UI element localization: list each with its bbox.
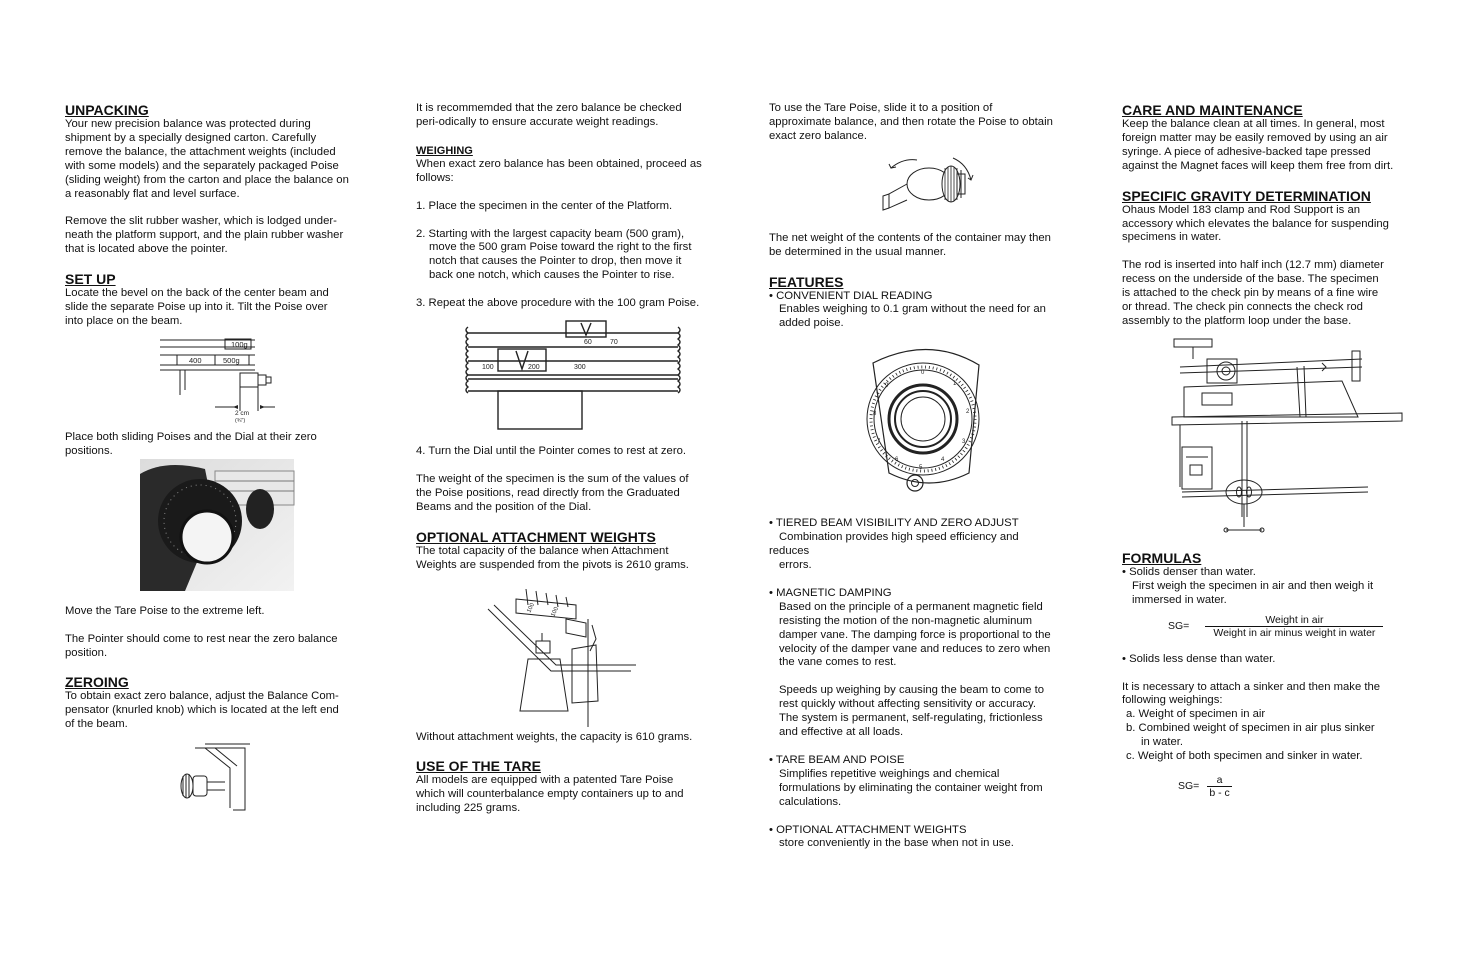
graduated-beams-figure [416, 319, 726, 431]
heading-zeroing: ZEROING [65, 674, 129, 691]
paragraph-sg-2 [1122, 259, 1422, 329]
text-line: into place on the beam. [65, 314, 183, 327]
text-line: against the Magnet faces will keep them free from dirt. [1122, 159, 1394, 172]
svg-text:100: 100 [550, 605, 561, 618]
label-500g: 500g [223, 355, 240, 365]
tick-200: 200 [528, 364, 540, 372]
text-line: Simplifies repetitive weighings and chemical [779, 767, 1000, 780]
text-line: position. [65, 646, 108, 659]
text-line: following weighings: [1122, 694, 1223, 707]
text-line: move the 500 gram Poise toward the right to the first [429, 241, 692, 254]
formula-denser-body [1122, 580, 1422, 608]
text-line: remove the balance, the attachment weights (included [65, 145, 336, 158]
text-line: b. Combined weight of specimen in air plus sinker [1126, 722, 1375, 735]
text-line: approximate balance, and then rotate the Poise to obtain [769, 115, 1053, 128]
text-line: a reasonably flat and level surface. [65, 187, 240, 200]
step-2 [416, 228, 726, 284]
text-line: slide the separate Poise up into it. Tilt the Poise over [65, 301, 328, 314]
text-line: exact zero balance. [769, 129, 867, 142]
text-line: Keep the balance clean at all times. In general, most [1122, 118, 1385, 130]
heading-care: CARE AND MAINTENANCE [1122, 102, 1303, 118]
text-line: • TIERED BEAM VISIBILITY AND ZERO ADJUST [769, 517, 1019, 530]
step-3: 3. Repeat the above procedure with the 100 gram Poise. [416, 297, 700, 310]
text-line: Locate the bevel on the back of the center beam and [65, 287, 329, 300]
text-line: shipment by a specially designed carton. Carefully [65, 131, 317, 144]
sg-label-2: SG= [1178, 780, 1200, 793]
tick-100: 100 [482, 364, 494, 372]
text-line: is attached to the check pin by means of a fine wire [1122, 287, 1379, 300]
text-line: Based on the principle of a permanent magnetic field [779, 600, 1043, 613]
text-line: recess on the underside of the base. The specimen [1122, 273, 1379, 286]
text-line: calculations. [779, 795, 842, 808]
text-line: including 225 grams. [416, 802, 521, 815]
attachment-weights-figure [416, 579, 726, 729]
list-item-b [1122, 722, 1422, 736]
paragraph-unpacking-1 [65, 118, 375, 201]
feature-magnetic-damping [769, 587, 1081, 601]
paragraph-zeroing-1 [65, 690, 375, 732]
svg-text:100: 100 [526, 601, 537, 614]
sg-label-1: SG= [1168, 620, 1190, 633]
heading-features: FEATURES [769, 273, 844, 290]
label-2cm: 2 cm [235, 409, 250, 417]
svg-text:2: 2 [966, 409, 970, 416]
dial-figure [769, 343, 1081, 503]
feature-magnetic-damping-body [769, 601, 1081, 671]
heading-unpacking: UNPACKING [65, 102, 149, 118]
heading-use-of-tare: USE OF THE TARE [416, 758, 541, 775]
text-line: back one notch, which causes the Pointer to rise. [429, 269, 675, 282]
feature-tiered-beam [769, 517, 1081, 531]
list-item-b-cont [1122, 736, 1422, 750]
paragraph-sinker [1122, 681, 1422, 709]
paragraph-intro [416, 102, 726, 130]
text-line: The weight of the specimen is the sum of the values of [416, 472, 689, 485]
text-line: rest quickly without affecting sensitivity or accuracy. [779, 698, 1037, 711]
paragraph-net-weight [769, 232, 1081, 260]
text-line: specimens in water. [1122, 231, 1222, 244]
text-line: To use the Tare Poise, slide it to a position of [769, 102, 993, 114]
paragraph-sg-1 [1122, 204, 1422, 246]
text-line: the vane comes to rest. [779, 656, 897, 669]
feature-tare-beam-body [769, 768, 1081, 810]
text-line: neath the platform support, and the plain rubber washer [65, 229, 344, 242]
text-line: Speeds up weighing by causing the beam to come to [779, 684, 1045, 697]
text-line: Enables weighing to 0.1 gram without the need for an [779, 303, 1046, 316]
text-line: resisting the motion of the non-magnetic aluminum [779, 614, 1033, 627]
text-line: • TARE BEAM AND POISE [769, 753, 905, 766]
beam-poise-figure [65, 335, 375, 425]
text-line: with some models) and the separately packaged Poise [65, 159, 339, 172]
formula-less-dense [1122, 653, 1422, 667]
balance-compensator-figure [65, 738, 375, 818]
paragraph-sum [416, 473, 726, 515]
feature-tiered-beam-body-3 [769, 559, 1081, 573]
text-line: c. Weight of both specimen and sinker in water. [1126, 750, 1363, 763]
text-line: syringe. A piece of adhesive-backed tape pressed [1122, 145, 1371, 158]
text-line: (sliding weight) from the carton and place the balance on [65, 173, 349, 186]
text-line: Place both sliding Poises and the Dial at their zero [65, 430, 317, 443]
label-400: 400 [189, 355, 202, 365]
formula-sg-1 [1168, 614, 1422, 639]
text-line: • CONVENIENT DIAL READING [769, 289, 933, 302]
text-line: peri-odically to ensure accurate weight readings. [416, 115, 659, 128]
specific-gravity-apparatus-figure [1122, 337, 1422, 542]
feature-tare-beam [769, 754, 1081, 768]
heading-formulas: FORMULAS [1122, 549, 1202, 566]
text-line: • Solids less dense than water. [1122, 652, 1276, 665]
text-line: which will counterbalance empty containers up to and [416, 788, 684, 801]
svg-text:3: 3 [962, 439, 966, 446]
text-line: positions. [65, 444, 113, 457]
step-1: 1. Place the specimen in the center of the Platform. [416, 199, 673, 212]
text-line: The system is permanent, self-regulating, frictionless [779, 712, 1043, 725]
fraction-1-denominator: Weight in air minus weight in water [1213, 626, 1376, 639]
text-line: and effective at all loads. [779, 726, 904, 739]
text-line: It is recommemded that the zero balance be checked [416, 102, 682, 114]
text-line: It is necessary to attach a sinker and then make the [1122, 680, 1381, 693]
text-line: notch that causes the Pointer to drop, then move it [429, 255, 682, 268]
text-line: foreign matter may be easily removed by using an air [1122, 131, 1388, 144]
text-line: added poise. [779, 317, 844, 330]
text-line: Your new precision balance was protected during [65, 118, 311, 130]
feature-dial-reading [769, 290, 1081, 304]
text-line: in water. [1141, 736, 1184, 749]
text-line: All models are equipped with a patented Tare Poise [416, 774, 674, 787]
paragraph-setup-3: Move the Tare Poise to the extreme left. [65, 604, 265, 617]
text-line: damper vane. The damping force is proportional to the [779, 628, 1051, 641]
text-line: The Pointer should come to rest near the zero balance [65, 632, 338, 645]
svg-text:7: 7 [877, 439, 881, 446]
column-2 [416, 102, 726, 816]
text-line: First weigh the specimen in air and then weigh it [1132, 579, 1374, 592]
feature-optional-weights-body [769, 837, 1081, 851]
text-line: Weights are suspended from the pivots is 2610 grams. [416, 558, 689, 571]
text-line: of the beam. [65, 718, 128, 731]
text-line: 2. Starting with the largest capacity beam (500 gram), [416, 227, 685, 240]
text-line: When exact zero balance has been obtained, proceed as [416, 157, 702, 170]
svg-text:4: 4 [941, 457, 945, 464]
text-line: that is located above the pointer. [65, 243, 228, 256]
paragraph-setup-1 [65, 287, 375, 329]
svg-text:1: 1 [953, 381, 957, 388]
fraction-1 [1205, 614, 1383, 639]
paragraph-setup-2 [65, 431, 375, 459]
text-line: immersed in water. [1132, 593, 1227, 606]
heading-specific-gravity: SPECIFIC GRAVITY DETERMINATION [1122, 187, 1371, 204]
fraction-2-denominator: b - c [1209, 786, 1230, 799]
heading-setup: SET UP [65, 271, 116, 288]
text-line: • Solids denser than water. [1122, 565, 1256, 578]
paragraph-tare-2 [769, 102, 1081, 144]
feature-optional-weights [769, 824, 1081, 838]
text-line: errors. [779, 558, 812, 571]
label-100g: 100g [231, 339, 248, 349]
paragraph-optional-1 [416, 545, 726, 573]
paragraph-setup-4 [65, 633, 375, 661]
fraction-1-numerator: Weight in air [1205, 614, 1383, 627]
svg-text:6: 6 [895, 457, 899, 464]
text-line: assembly to the platform loop under the base. [1122, 314, 1352, 327]
text-line: pensator (knurled knob) which is located at the left end [65, 704, 339, 717]
text-line: be determined in the usual manner. [769, 245, 947, 258]
feature-tiered-beam-body [769, 531, 1081, 545]
feature-magnetic-damping-body-2 [769, 684, 1081, 740]
formula-denser [1122, 566, 1422, 580]
text-line: To obtain exact zero balance, adjust the Balance Com- [65, 690, 339, 703]
feature-dial-reading-body [769, 303, 1081, 331]
fraction-2 [1205, 774, 1233, 799]
text-line: • MAGNETIC DAMPING [769, 586, 892, 599]
step-4: 4. Turn the Dial until the Pointer comes to rest at zero. [416, 445, 686, 458]
formula-sg-2 [1178, 774, 1422, 799]
paragraph-optional-2: Without attachment weights, the capacity is 610 grams. [416, 730, 693, 743]
list-item-c [1122, 750, 1422, 764]
list-item-a [1122, 708, 1422, 722]
paragraph-care [1122, 118, 1422, 174]
text-line: the Poise positions, read directly from the Graduated [416, 486, 680, 499]
text-line: Ohaus Model 183 clamp and Rod Support is an [1122, 203, 1361, 216]
text-line: • OPTIONAL ATTACHMENT WEIGHTS [769, 823, 967, 836]
svg-text:0: 0 [921, 370, 925, 377]
column-3 [769, 102, 1081, 851]
tick-70: 70 [610, 339, 618, 347]
svg-text:5: 5 [919, 465, 923, 472]
column-1 [65, 102, 375, 818]
fraction-2-numerator: a [1207, 774, 1233, 787]
tare-poise-figure [769, 148, 1081, 228]
heading-optional-weights: OPTIONAL ATTACHMENT WEIGHTS [416, 528, 656, 545]
label-inch: (¾") [235, 417, 246, 424]
text-line: Remove the slit rubber washer, which is lodged under- [65, 215, 337, 228]
text-line: Beams and the position of the Dial. [416, 500, 592, 513]
text-line: The net weight of the contents of the container may then [769, 231, 1051, 244]
text-line: reduces [769, 545, 810, 558]
text-line: accessory which elevates the balance for suspending [1122, 217, 1389, 230]
text-line: store conveniently in the base when not in use. [779, 837, 1014, 850]
svg-text:9: 9 [885, 383, 889, 390]
text-line: follows: [416, 171, 454, 184]
text-line: or thread. The check pin connects the check rod [1122, 301, 1363, 314]
text-line: The total capacity of the balance when Attachment [416, 544, 669, 557]
tick-300: 300 [574, 364, 586, 372]
text-line: The rod is inserted into half inch (12.7 mm) diameter [1122, 259, 1384, 272]
text-line: a. Weight of specimen in air [1126, 708, 1266, 721]
text-line: velocity of the damper vane and reduces to zero when [779, 642, 1051, 655]
paragraph-tare-1 [416, 774, 726, 816]
paragraph-unpacking-2 [65, 215, 375, 257]
feature-tiered-beam-body-2 [769, 545, 1081, 559]
svg-text:8: 8 [873, 411, 877, 418]
text-line: Combination provides high speed efficiency and [779, 531, 1019, 544]
tick-60: 60 [584, 339, 592, 347]
heading-weighing: WEIGHING [416, 144, 473, 157]
dial-photo [65, 459, 375, 591]
text-line: formulations by eliminating the container weight from [779, 781, 1043, 794]
paragraph-weighing-1 [416, 158, 726, 186]
column-4 [1122, 102, 1422, 799]
